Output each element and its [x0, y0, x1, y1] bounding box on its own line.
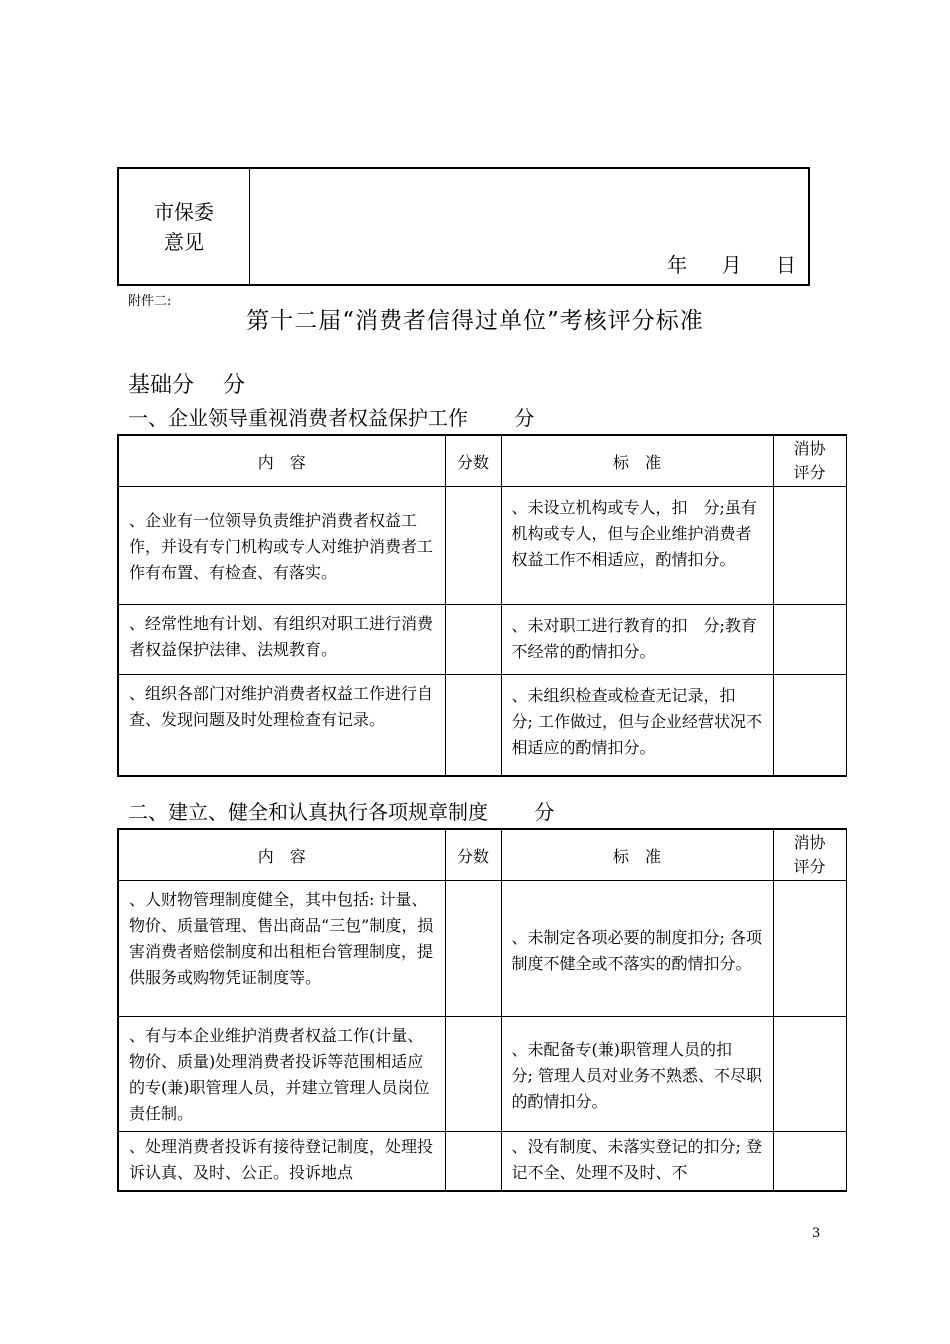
row-content: 、企业有一位领导负责维护消费者权益工作，并设有专门机构或专人对维护消费者工作有布置、有检查、有落实。 [118, 487, 445, 605]
header-assoc [773, 829, 846, 881]
header-content: 内 容 [118, 435, 445, 487]
table-row [118, 487, 846, 605]
date-year: 年 [667, 253, 688, 277]
row-score-cell [445, 881, 501, 1017]
header-score: 分数 [445, 435, 501, 487]
section1-table [117, 434, 847, 777]
row-assoc-cell [773, 487, 846, 605]
row-content: 、处理消费者投诉有接待登记制度，处理投诉认真、及时、公正。投诉地点 [118, 1132, 445, 1192]
opinion-label-line2: 意见 [164, 229, 204, 254]
row-standard: 、未设立机构或专人，扣 分;虽有机构或专人，但与企业维护消费者权益工作不相适应，酌情扣分。 [501, 487, 773, 605]
row-score-cell [445, 605, 501, 675]
row-content: 、经常性地有计划、有组织对职工进行消费者权益保护法律、法规教育。 [118, 605, 445, 675]
opinion-table [117, 167, 810, 286]
document-title: 第十二届“消费者信得过单位”考核评分标准 [246, 308, 704, 334]
row-standard: 、未对职工进行教育的扣 分;教育不经常的酌情扣分。 [501, 605, 773, 675]
header-content: 内 容 [118, 829, 445, 881]
row-content: 、人财物管理制度健全，其中包括: 计量、物价、质量管理、售出商品“三包”制度，损害消费者赔偿制度和出租柜台管理制度，提供服务或购物凭证制度等。 [118, 881, 445, 1017]
header-standard: 标 准 [501, 829, 773, 881]
row-assoc-cell [773, 675, 846, 776]
table-row [118, 1017, 846, 1132]
table-row [118, 881, 846, 1017]
page-number: 3 [812, 1226, 821, 1241]
row-assoc-cell [773, 605, 846, 675]
row-assoc-cell [773, 1132, 846, 1192]
row-standard: 、未配备专(兼)职管理人员的扣 分; 管理人员对业务不熟悉、不尽职的酌情扣分。 [501, 1017, 773, 1132]
table-row [118, 605, 846, 675]
row-score-cell [445, 1132, 501, 1192]
row-assoc-cell [773, 881, 846, 1017]
row-standard: 、没有制度、未落实登记的扣分; 登记不全、处理不及时、不 [501, 1132, 773, 1192]
row-content: 、组织各部门对维护消费者权益工作进行自查、发现问题及时处理检查有记录。 [118, 675, 445, 776]
row-assoc-cell [773, 1017, 846, 1132]
section2-table [117, 828, 847, 1192]
row-standard: 、未制定各项必要的制度扣分; 各项制度不健全或不落实的酌情扣分。 [501, 881, 773, 1017]
header-score: 分数 [445, 829, 501, 881]
header-assoc-line1: 消协 [793, 439, 826, 458]
header-standard: 标 准 [501, 435, 773, 487]
section1-heading: 一、企业领导重视消费者权益保护工作 分 [128, 406, 535, 430]
opinion-date [639, 249, 796, 278]
table-header-row [118, 829, 846, 881]
row-score-cell [445, 487, 501, 605]
opinion-label-cell [118, 168, 250, 285]
header-assoc-line1: 消协 [793, 833, 826, 852]
header-assoc-line2: 评分 [793, 463, 826, 482]
row-score-cell [445, 675, 501, 776]
row-standard: 、未组织检查或检查无记录，扣 分; 工作做过，但与企业经营状况不相适应的酌情扣分。 [501, 675, 773, 776]
row-content: 、有与本企业维护消费者权益工作(计量、物价、质量)处理消费者投诉等范围相适应的专(兼)职管理人员，并建立管理人员岗位责任制。 [118, 1017, 445, 1132]
table-row [118, 675, 846, 776]
date-month: 月 [721, 253, 742, 277]
opinion-label-line1: 市保委 [154, 199, 214, 224]
header-assoc [773, 435, 846, 487]
table-header-row [118, 435, 846, 487]
table-row [118, 1132, 846, 1192]
header-assoc-line2: 评分 [793, 857, 826, 876]
date-day: 日 [776, 253, 796, 277]
base-score: 基础分 分 [128, 373, 245, 398]
opinion-body-cell [250, 168, 810, 285]
attachment-label: 附件二: [128, 294, 172, 309]
row-score-cell [445, 1017, 501, 1132]
section2-heading: 二、建立、健全和认真执行各项规章制度 分 [128, 800, 555, 824]
